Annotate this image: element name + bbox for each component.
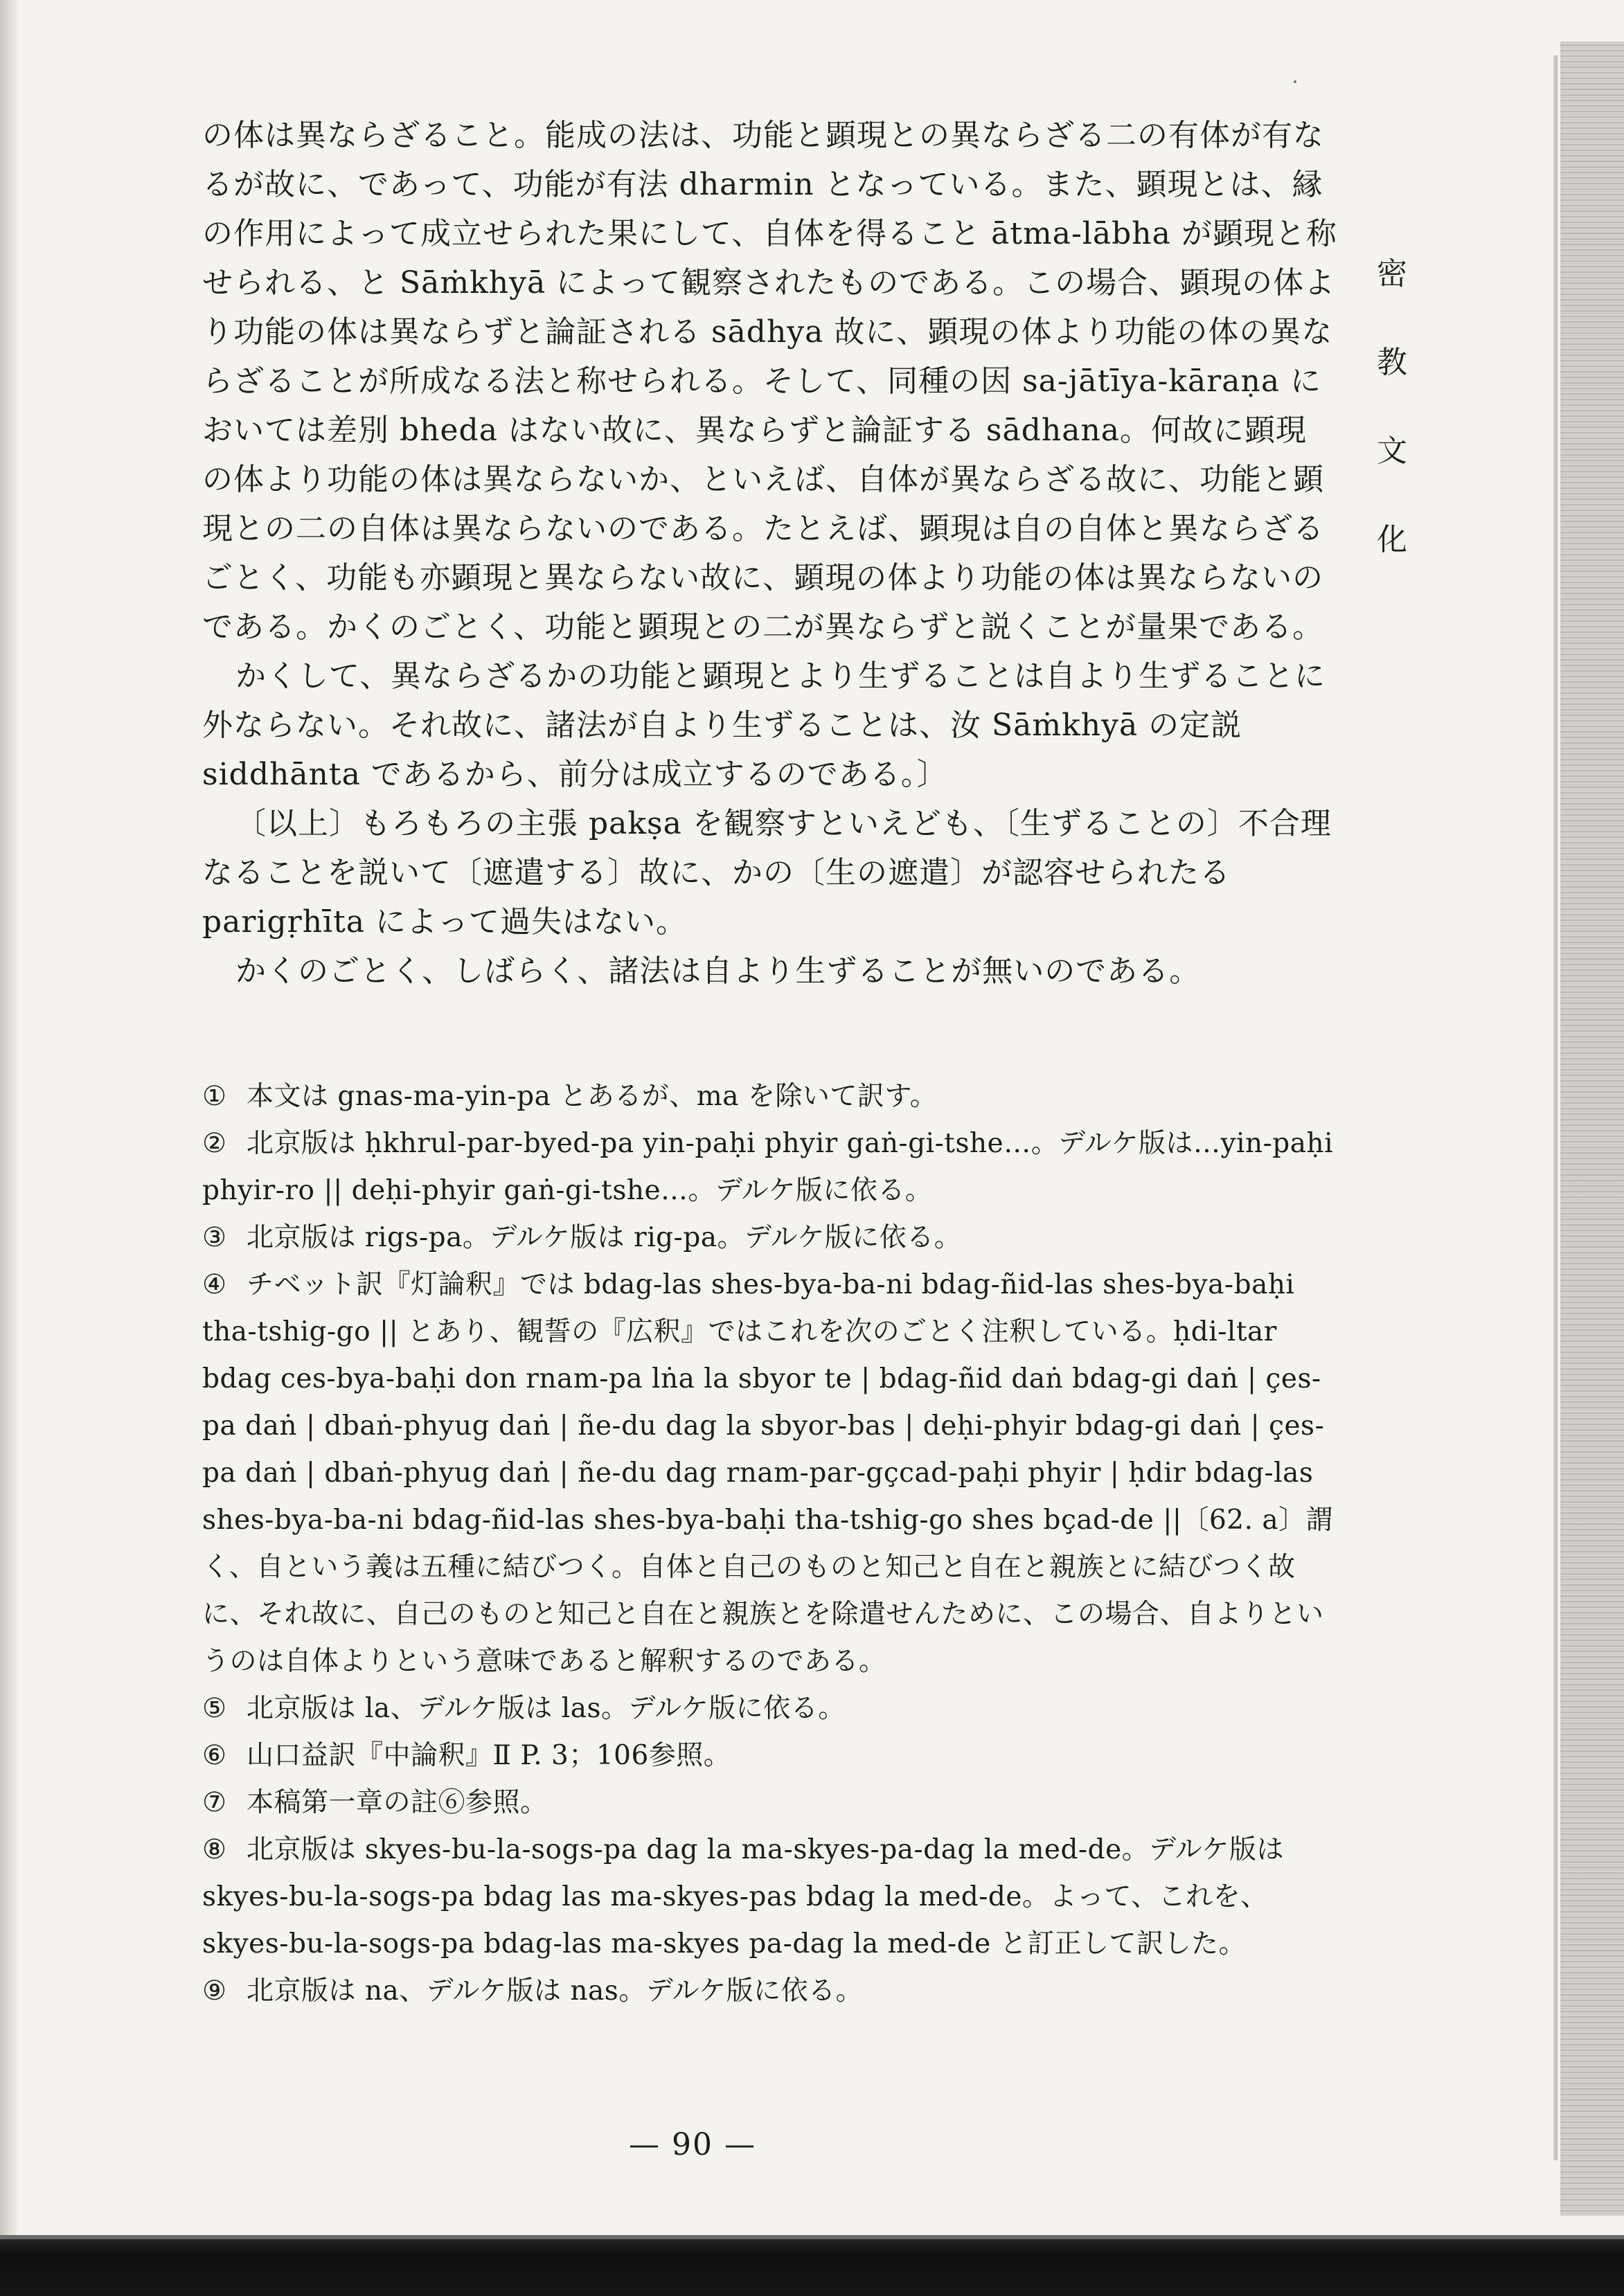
running-title-char: 教 [1377,345,1407,380]
footnote-number: ⑦ [202,1787,227,1818]
footnote-text: 北京版は la、デルケ版は las。デルケ版に依る。 [247,1693,846,1724]
footnote-number: ⑤ [202,1693,227,1724]
footnote-number: ⑨ [202,1975,227,2007]
page-number: — 90 — [629,2127,756,2162]
footnote-text: 北京版は skyes-bu-la-sogs-pa dag la ma-skyes-pa-dag la med-de。デルケ版は skyes-bu-la-sogs-pa bdag las ma-skyes-pas bdag la med-de。よって、これを、skyes-bu-la-sogs-pa bdag-las ma-skyes pa-dag la med-de と訂正して訳した。 [202,1834,1284,1959]
footnote-text: 北京版は na、デルケ版は nas。デルケ版に依る。 [247,1975,864,2007]
scan-right-edge [1560,42,1624,2216]
footnote [202,1827,1338,1968]
footnote-text: 北京版は rigs-pa。デルケ版は rig-pa。デルケ版に依る。 [247,1222,962,1253]
scan-bottom-band [0,2235,1624,2296]
paragraph: かくして、異ならざるかの功能と顕現とより生ずることは自より生ずることに外ならない。それ故に、諸法が自より生ずることは、汝 Sāṁkhyā の定説 siddhānta であるから、前分は成立するのである。〕 [202,658,1326,792]
footnote-text: 本稿第一章の註⑥参照。 [247,1787,548,1818]
footnote [202,1262,1338,1685]
running-title-char: 密 [1377,256,1407,292]
footnote-text: 山口益訳『中論釈』Ⅱ P. 3；106参照。 [247,1740,731,1771]
scan-left-edge [0,0,17,2296]
paragraph: 〔以上〕もろもろの主張 pakṣa を観察すといえども、〔生ずることの〕不合理なることを説いて〔遮遣する〕故に、かの〔生の遮遣〕が認容せられたる parigṛhīta によって過失はない。 [202,806,1332,940]
footnote [202,1073,1338,1120]
scan-band-edge [0,2235,1624,2239]
footnote [202,1779,1338,1827]
footnote [202,1120,1338,1214]
paragraph: の体は異ならざること。能成の法は、功能と顕現との異ならざる二の有体が有なるが故に、であって、功能が有法 dharmin となっている。また、顕現とは、縁の作用によって成立せられた果にして、自体を得ること ātma-lābha が顕現と称せられる、と Sāṁkhyā によって観察されたものである。この場合、顕現の体より功能の体は異ならずと論証される sādhya 故に、顕現の体より功能の体の異ならざることが所成なる法と称せられる。そして、同種の因 sa-jātīya-kāraṇa においては差別 bheda はない故に、異ならずと論証する sādhana。何故に顕現の体より功能の体は異ならないか、といえば、自体が異ならざる故に、功能と顕現との二の自体は異ならないのである。たとえば、顕現は自の自体と異ならざるごとく、功能も亦顕現と異ならない故に、顕現の体より功能の体は異ならないのである。かくのごとく、功能と顕現との二が異ならずと説くことが量果である。 [202,118,1337,645]
footnote-text: 本文は gnas-ma-yin-pa とあるが、ma を除いて訳す。 [247,1081,938,1112]
footnote [202,1685,1338,1732]
footnote-number: ⑥ [202,1740,227,1771]
running-title [1371,230,1413,584]
footnote [202,1732,1338,1779]
footnote-text: チベット訳『灯論釈』では bdag-las shes-bya-ba-ni bdag-ñid-las shes-bya-baḥi tha-tshig-go || とあり、観誓の『広釈』ではこれを次のごとく注釈している。ḥdi-ltar bdag ces-bya-baḥi don rnam-pa lṅa la sbyor te | bdag-ñid daṅ bdag-gi daṅ | çes-pa daṅ | dbaṅ-phyug daṅ | ñe-du dag la sbyor-bas | deḥi-phyir bdag-gi daṅ | çes-pa daṅ | dbaṅ-phyug daṅ | ñe-du dag rnam-par-gçcad-paḥi phyir | ḥdir bdag-las shes-bya-ba-ni bdag-ñid-las shes-bya-baḥi tha-tshig-go shes bçad-de ||〔62. a〕謂く、自という義は五種に結びつく。自体と自己のものと知己と自在と親族とに結びつく故に、それ故に、自己のものと知己と自在と親族とを除遣せんために、この場合、自よりというのは自体よりという意味であると解釈するのである。 [202,1269,1334,1677]
running-title-char: 文 [1377,433,1407,469]
footnote-number: ③ [202,1222,227,1253]
main-text [202,111,1338,996]
footnote-number: ⑧ [202,1834,227,1865]
footnote-text: 北京版は ḥkhrul-par-byed-pa yin-paḥi phyir gaṅ-gi-tshe…。デルケ版は…yin-paḥi phyir-ro || deḥi-phyir gaṅ-gi-tshe…。デルケ版に依る。 [202,1128,1334,1206]
footnote [202,1968,1338,2015]
footnotes [202,1073,1338,2015]
footnote-number: ② [202,1128,227,1159]
running-title-char: 化 [1377,522,1407,557]
paragraph: かくのごとく、しばらく、諸法は自より生ずることが無いのである。 [235,953,1201,989]
footnote-number: ④ [202,1269,227,1300]
footnote [202,1214,1338,1262]
binding-shadow [1553,55,1558,2160]
footnote-number: ① [202,1081,227,1112]
speck [1294,80,1296,83]
